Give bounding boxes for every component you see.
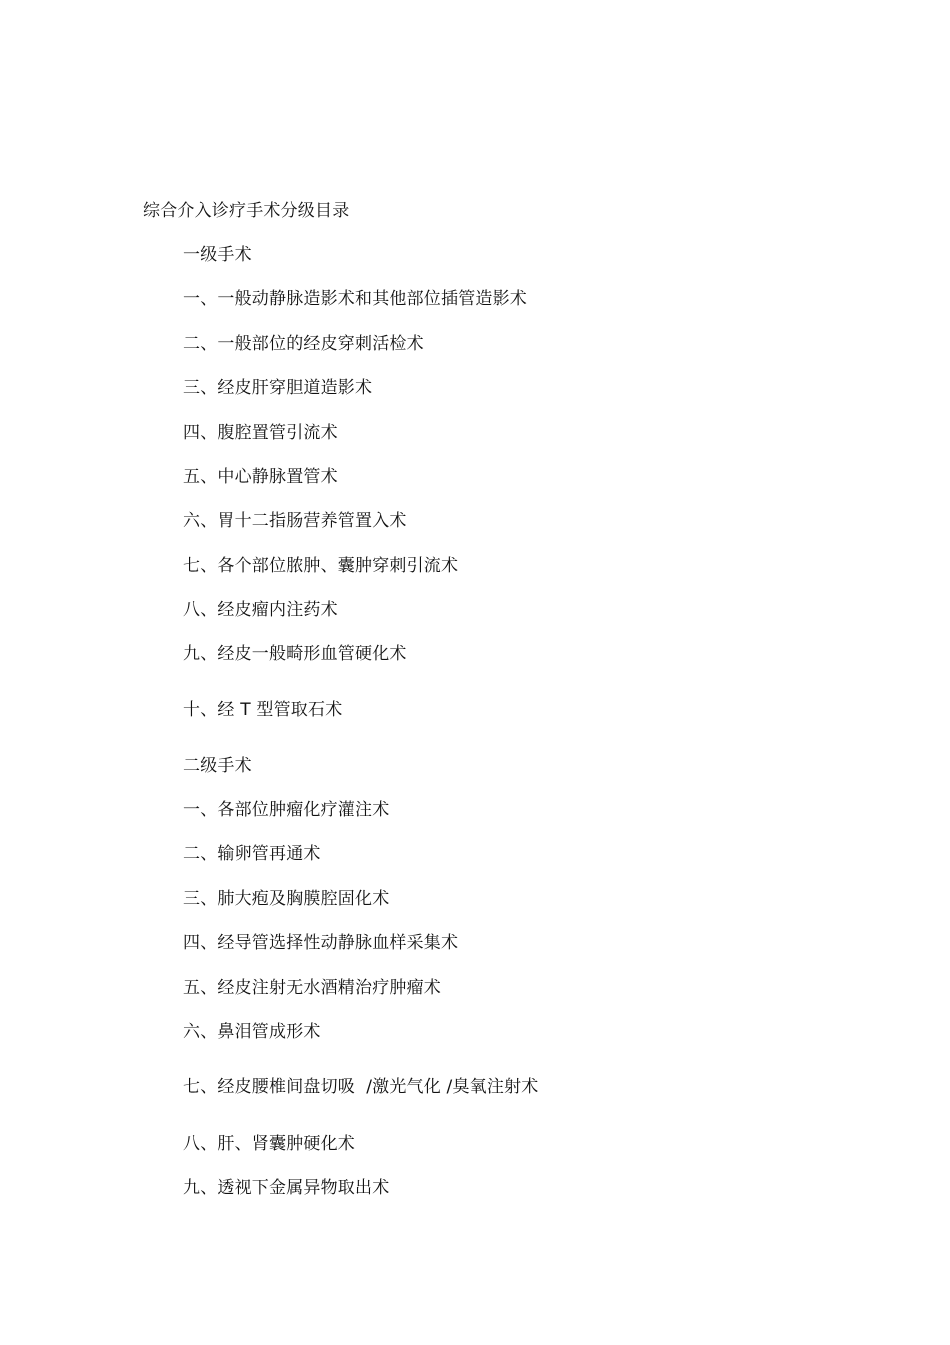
list-item: 四、腹腔置管引流术 <box>183 423 338 443</box>
list-item: 七、各个部位脓肿、囊肿穿刺引流术 <box>183 556 459 576</box>
list-item: 九、透视下金属异物取出术 <box>183 1178 390 1198</box>
list-item: 九、经皮一般畸形血管硬化术 <box>183 644 407 664</box>
list-item: 二、一般部位的经皮穿刺活检术 <box>183 334 424 354</box>
list-item: 一、一般动静脉造影术和其他部位插管造影术 <box>183 289 527 309</box>
list-item: 三、经皮肝穿胆道造影术 <box>183 378 373 398</box>
list-item: 十、经 T 型管取石术 <box>183 700 343 720</box>
list-item: 五、中心静脉置管术 <box>183 467 338 487</box>
section-heading-level-1: 一级手术 <box>183 245 252 265</box>
list-item: 七、经皮腰椎间盘切吸 /激光气化 /臭氧注射术 <box>183 1077 539 1097</box>
list-item: 二、输卵管再通术 <box>183 844 321 864</box>
list-item: 五、经皮注射无水酒精治疗肿瘤术 <box>183 978 441 998</box>
list-item: 八、经皮瘤内注药术 <box>183 600 338 620</box>
list-item: 三、肺大疱及胸膜腔固化术 <box>183 889 390 909</box>
document-title: 综合介入诊疗手术分级目录 <box>143 201 350 221</box>
list-item: 一、各部位肿瘤化疗灌注术 <box>183 800 390 820</box>
list-item: 八、肝、肾囊肿硬化术 <box>183 1134 355 1154</box>
list-item: 六、鼻泪管成形术 <box>183 1022 321 1042</box>
section-heading-level-2: 二级手术 <box>183 756 252 776</box>
list-item: 六、胃十二指肠营养管置入术 <box>183 511 407 531</box>
list-item: 四、经导管选择性动静脉血样采集术 <box>183 933 459 953</box>
